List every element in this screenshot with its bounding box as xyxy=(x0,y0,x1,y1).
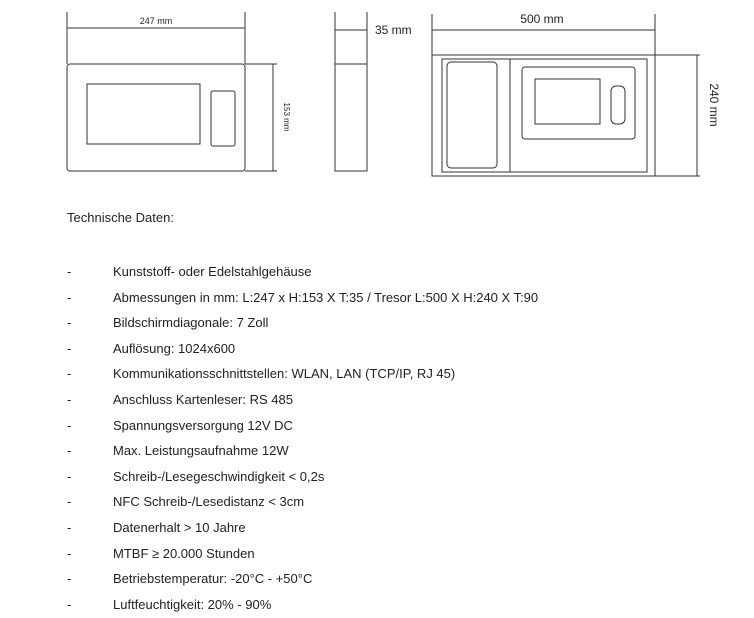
spec-bullet: - xyxy=(67,596,72,612)
spec-bullet: - xyxy=(67,315,72,331)
spec-bullet: - xyxy=(67,545,72,561)
spec-bullet: - xyxy=(67,571,72,587)
safe-housing xyxy=(432,55,655,176)
spec-bullet: - xyxy=(67,468,72,484)
spec-bullet: - xyxy=(67,520,72,535)
safe-inner-frame xyxy=(442,59,647,172)
front-width-label: 247 mm xyxy=(139,16,173,26)
spec-item xyxy=(0,494,700,514)
spec-text: Spannungsversorgung 12V DC xyxy=(113,417,293,433)
spec-bullet: - xyxy=(67,494,72,510)
safe-width-label: 500 mm xyxy=(520,12,564,26)
spec-text: Datenerhalt > 10 Jahre xyxy=(113,520,246,535)
spec-item xyxy=(0,469,700,489)
spec-item xyxy=(0,520,700,540)
spec-text: Kunststoff- oder Edelstahlgehäuse xyxy=(113,264,312,279)
spec-text: Max. Leistungsaufnahme 12W xyxy=(113,443,289,459)
spec-text: Luftfeuchtigkeit: 20% - 90% xyxy=(113,596,272,612)
spec-item xyxy=(0,597,700,617)
side-housing xyxy=(335,64,367,171)
spec-item xyxy=(0,366,700,386)
spec-bullet: - xyxy=(67,264,72,279)
spec-item xyxy=(0,290,700,310)
front-height-label: 153 mm xyxy=(282,102,291,132)
front-view xyxy=(67,12,277,171)
safe-left-compartment xyxy=(447,62,497,168)
spec-text: Auflösung: 1024x600 xyxy=(113,340,236,356)
safe-device-housing xyxy=(522,67,635,139)
front-screen xyxy=(87,84,200,144)
safe-device-card-reader xyxy=(611,86,625,124)
spec-bullet: - xyxy=(67,289,72,305)
spec-text: Schreib-/Lesegeschwindigkeit < 0,2s xyxy=(113,468,325,484)
spec-item xyxy=(0,443,700,463)
spec-item xyxy=(0,264,700,284)
side-view xyxy=(335,12,367,171)
spec-text: Kommunikationsschnittstellen: WLAN, LAN (TCP/IP, RJ 45) xyxy=(113,366,456,382)
side-depth-label: 35 mm xyxy=(375,23,412,37)
technical-drawing xyxy=(0,0,754,200)
spec-item xyxy=(0,392,700,412)
safe-device-screen xyxy=(535,79,600,124)
spec-item xyxy=(0,418,700,438)
spec-text: Anschluss Kartenleser: RS 485 xyxy=(113,392,293,407)
spec-text: Bildschirmdiagonale: 7 Zoll xyxy=(113,315,269,331)
spec-text: NFC Schreib-/Lesedistanz < 3cm xyxy=(113,494,305,510)
spec-text: Betriebstemperatur: -20°C - +50°C xyxy=(113,571,313,587)
spec-text: Abmessungen in mm: L:247 x H:153 X T:35 / Tresor L:500 X H:240 X T:90 xyxy=(113,289,539,305)
safe-view xyxy=(432,14,700,176)
front-card-reader xyxy=(211,91,235,146)
spec-item xyxy=(0,315,700,335)
spec-item xyxy=(0,341,700,361)
spec-bullet: - xyxy=(67,340,72,356)
spec-bullet: - xyxy=(67,417,72,433)
specs-heading: Technische Daten: xyxy=(67,210,174,225)
spec-item xyxy=(0,546,700,566)
safe-right-panel xyxy=(510,59,647,172)
spec-text: MTBF ≥ 20.000 Stunden xyxy=(113,545,255,561)
front-housing xyxy=(67,64,245,171)
spec-item xyxy=(0,571,700,591)
spec-bullet: - xyxy=(67,443,72,459)
spec-bullet: - xyxy=(67,392,72,407)
spec-bullet: - xyxy=(67,366,72,382)
safe-height-label: 240 mm xyxy=(707,83,721,127)
